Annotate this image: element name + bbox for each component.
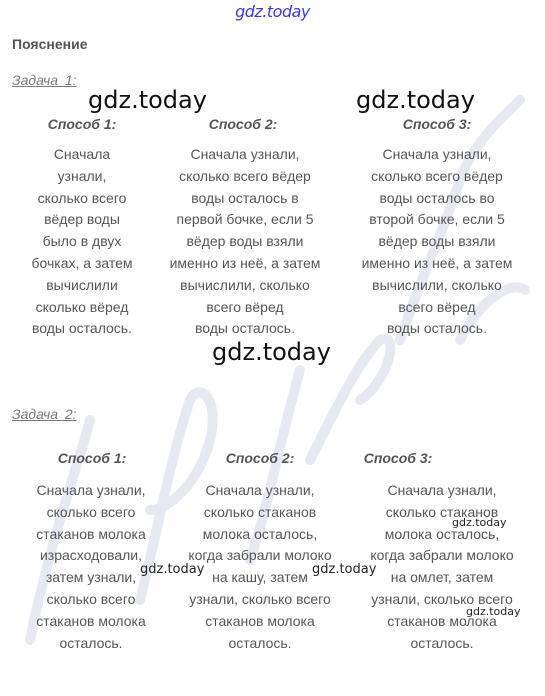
task-2-method-2-title: Способ 2: bbox=[225, 450, 295, 466]
watermark: gdz.today bbox=[452, 516, 507, 529]
task-1-method-1-title: Способ 1: bbox=[47, 116, 117, 132]
header-watermark: gdz.today bbox=[235, 2, 310, 21]
task-1-method-3-text: Сначала узнали, сколько всего вёдер воды осталось во второй бочке, если 5 вёдер воды взяли именно из неё, а затем вычислили, сколько всего вёред воды осталось. bbox=[361, 146, 513, 337]
task-2-method-1-title: Способ 1: bbox=[57, 450, 127, 466]
watermark: gdz.today bbox=[356, 86, 475, 114]
task-2-method-3-text: Сначала узнали, сколько стаканов молока осталось, когда забрали молоко на омлет, затем узнали, сколько всего стаканов молока осталось. bbox=[370, 482, 514, 651]
task-2-method-3-title: Способ 3: bbox=[363, 450, 433, 466]
watermark: gdz.today bbox=[88, 86, 207, 114]
task-1-label: Задача 1: bbox=[12, 72, 77, 88]
task-2-label: Задача 2: bbox=[12, 406, 77, 422]
section-title: Пояснение bbox=[12, 36, 88, 52]
task-2-method-2-text: Сначала узнали, сколько стаканов молока осталось, когда забрали молоко на кашу, затем узнали, сколько всего стаканов молока осталось. bbox=[188, 482, 332, 651]
task-2-method-1-text: Сначала узнали, сколько всего стаканов молока израсходовали, затем узнали, сколько всего стаканов молока осталось. bbox=[36, 482, 146, 651]
watermark: gdz.today bbox=[140, 562, 205, 577]
watermark: gdz.today bbox=[312, 562, 377, 577]
watermark: gdz.today bbox=[212, 338, 331, 366]
task-1-method-3-title: Способ 3: bbox=[402, 116, 472, 132]
task-1-method-2-text: Сначала узнали, сколько всего вёдер воды осталось в первой бочке, если 5 вёдер воды взяли именно из неё, а затем вычислили, сколько всего вёред воды осталось. bbox=[169, 146, 321, 337]
task-1-method-2-title: Способ 2: bbox=[208, 116, 278, 132]
watermark: gdz.today bbox=[466, 605, 521, 618]
task-1-method-1-text: Сначала узнали, сколько всего вёдер воды было в двух бочках, а затем вычислили сколько вёред воды осталось. bbox=[31, 146, 133, 337]
